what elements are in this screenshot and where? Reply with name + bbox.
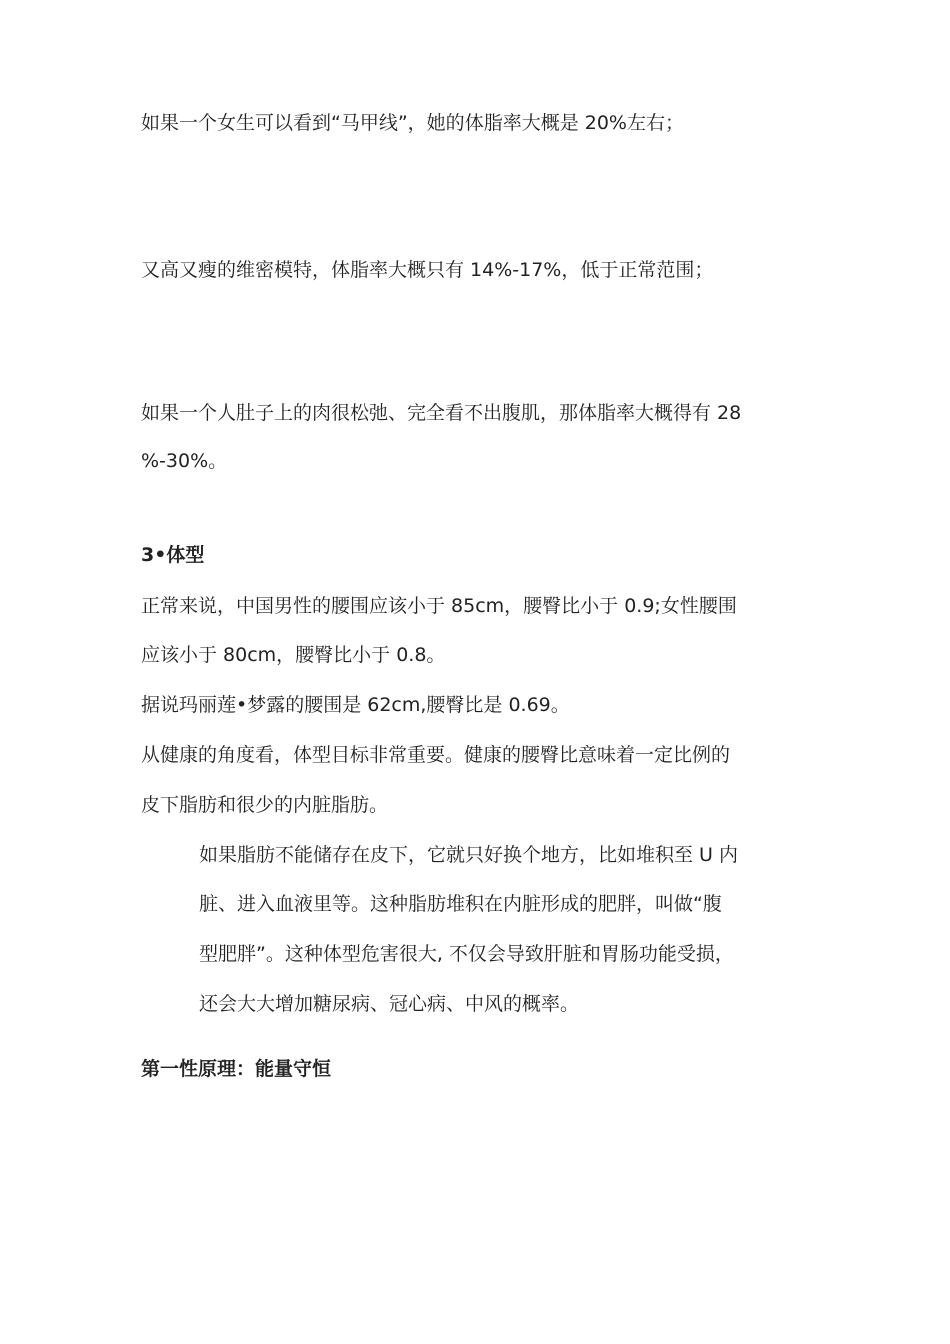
- quote-line4: 还会大大增加糖尿病、冠心病、中风的概率。: [199, 993, 580, 1015]
- paragraph-model: 又高又瘦的维密模特，体脂率大概只有 14%-17%，低于正常范围；: [141, 259, 714, 281]
- paragraph-waist-line1: 正常来说，中国男性的腰围应该小于 85cm，腰臀比小于 0.9;女性腰围: [141, 595, 737, 617]
- paragraph-belly-line2: %-30%。: [141, 450, 228, 472]
- section-heading-energy: 第一性原理：能量守恒: [141, 1058, 332, 1080]
- quote-line3: 型肥胖”。这种体型危害很大, 不仅会导致肝脏和胃肠功能受损，: [199, 943, 734, 965]
- quote-line2: 脏、进入血液里等。这种脂肪堆积在内脏形成的肥胖，叫做“腹: [199, 893, 722, 915]
- paragraph-health-line1: 从健康的角度看，体型目标非常重要。健康的腰臀比意味着一定比例的: [141, 744, 731, 766]
- paragraph-belly-line1: 如果一个人肚子上的肉很松弛、完全看不出腹肌，那体脂率大概得有 28: [141, 402, 742, 424]
- section-heading-body-shape: 3•体型: [141, 544, 205, 566]
- paragraph-waist-line2: 应该小于 80cm，腰臀比小于 0.8。: [141, 644, 446, 666]
- paragraph-vest-line: 如果一个女生可以看到“马甲线”，她的体脂率大概是 20%左右；: [141, 112, 684, 134]
- paragraph-monroe: 据说玛丽莲•梦露的腰围是 62cm,腰臀比是 0.69。: [141, 694, 570, 716]
- paragraph-health-line2: 皮下脂肪和很少的内脏脂肪。: [141, 794, 389, 816]
- quote-line1: 如果脂肪不能储存在皮下，它就只好换个地方，比如堆积至 U 内: [199, 844, 738, 866]
